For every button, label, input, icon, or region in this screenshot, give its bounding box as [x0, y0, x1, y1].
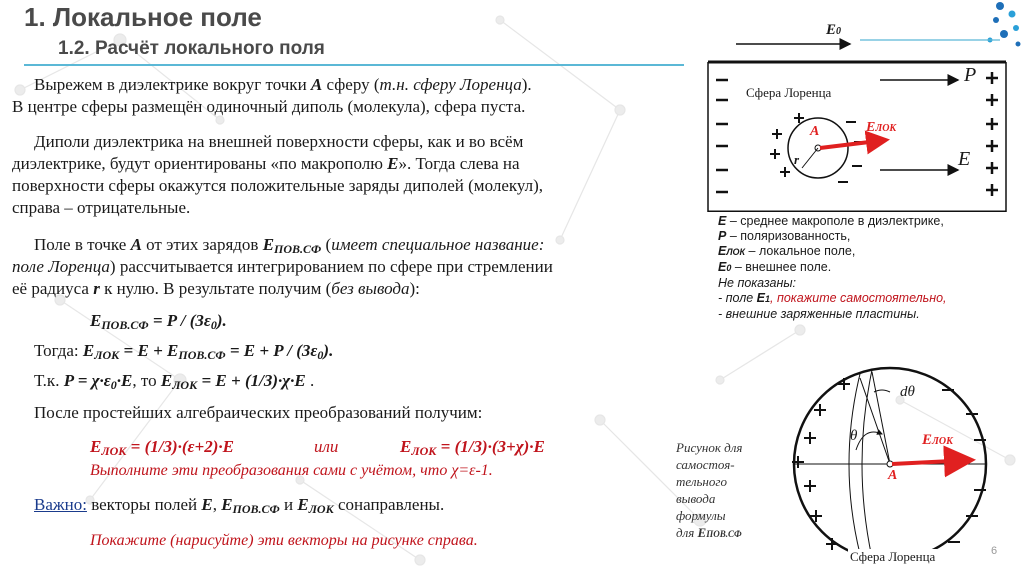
subscript: ЛОК — [308, 502, 334, 516]
subscript: ЛОК — [411, 444, 437, 458]
symbol-e: E — [718, 244, 727, 258]
right-positive-charges — [986, 72, 998, 196]
text-span: ). — [521, 75, 532, 94]
text-span: Т.к. — [34, 371, 64, 390]
text-span: , — [212, 495, 222, 514]
paragraph-2-line-3: поверхности сферы окажутся положительные заряды диполей (молекул), — [12, 176, 544, 195]
formula-final-1 — [90, 436, 234, 462]
text-span: – внешнее поле. — [731, 260, 832, 274]
diagram-dielectric — [700, 22, 1024, 212]
symbol-e: E — [866, 120, 876, 135]
text-span: векторы полей — [86, 495, 202, 514]
formula-final-2 — [400, 436, 545, 462]
text-span: = (1/3)·(ε+2)·E — [126, 437, 234, 456]
subscript: ЛОК — [94, 348, 120, 362]
paragraph-3-line-2 — [12, 256, 553, 278]
subscript: ЛОК — [172, 378, 198, 392]
e0-label — [826, 22, 841, 39]
page-subtitle: 1.2. Расчёт локального поля — [58, 38, 325, 59]
text-span: Поле в точке — [34, 235, 131, 254]
theta-arc — [856, 432, 882, 450]
legend-line-7: - внешние заряженные пластины. — [718, 307, 920, 321]
subscript: 0 — [210, 318, 217, 332]
text-span: имеет специальное название: — [331, 235, 545, 254]
symbol-e: E — [718, 260, 727, 274]
caption-line: тельного — [676, 474, 727, 489]
text-span: и — [279, 495, 298, 514]
symbol-e: E — [221, 495, 233, 514]
legend-line-3 — [718, 244, 947, 260]
paragraph-4: После простейших алгебраических преобразований получим: — [34, 403, 483, 422]
paragraph-2-line-2 — [12, 153, 520, 175]
sphere-label-2: Сфера Лоренца — [850, 549, 936, 564]
caption-line-last — [676, 524, 742, 543]
symbol-e: E — [297, 495, 309, 514]
elok-label-2 — [922, 432, 953, 449]
text-span: сферу ( — [322, 75, 380, 94]
text-span: P = χ·ε — [63, 371, 111, 390]
text-span: ): — [409, 279, 420, 298]
subscript: ЛОК — [875, 123, 897, 134]
diagram-sphere — [778, 362, 998, 572]
dtheta-arc — [874, 390, 890, 392]
text-span: диэлектрике, будут ориентированы «по макрополю — [12, 154, 388, 173]
page-title: 1. Локальное поле — [24, 2, 262, 32]
symbol-e: E — [387, 154, 399, 173]
text-span: её радиуса — [12, 279, 94, 298]
text-span: ) рассчитывается интегрированием по сфере при стремлении — [109, 257, 553, 276]
subscript: 1 — [765, 294, 771, 304]
text-span: Вырежем в диэлектрике вокруг точки — [34, 75, 311, 94]
paragraph-2-line-1: Диполи диэлектрика на внешней поверхности сферы, как и во всём — [34, 132, 524, 151]
text-span: = (1/3)·(3+χ)·E — [436, 437, 545, 456]
formula-elok-1 — [34, 340, 333, 366]
caption-line: формулы — [676, 508, 726, 523]
paragraph-1-line-1 — [34, 74, 532, 96]
subscript: ЛОК — [932, 436, 953, 447]
symbol-e: E — [262, 235, 275, 254]
text-span: ». Тогда слева на — [398, 154, 520, 173]
paragraph-3-line-3 — [12, 278, 420, 300]
text-span: от этих зарядов — [141, 235, 263, 254]
a-label-2: A — [888, 468, 898, 483]
sphere-label-1: Сфера Лоренца — [746, 85, 832, 100]
legend-line-4 — [718, 260, 947, 276]
elok-label-1 — [866, 120, 896, 136]
symbol-e: E — [697, 525, 707, 540]
elok-arrow-2 — [892, 460, 972, 464]
text-span: ·E — [116, 371, 133, 390]
text-span: – поляризованность, — [726, 229, 851, 243]
text-span: = E + P / (3ε — [225, 341, 318, 360]
text-span: сонаправлены. — [333, 495, 445, 514]
theta-label: θ — [850, 428, 858, 444]
important-note — [34, 494, 444, 520]
paragraph-1-line-2: В центре сферы размещён одиночный диполь (молекула), сфера пуста. — [12, 97, 526, 116]
lorentz-field-term: поле Лоренца — [12, 257, 110, 276]
caption-line: самостоя- — [676, 457, 735, 472]
text-span: , покажите самостоятельно, — [770, 291, 947, 305]
text-span: ( — [321, 235, 332, 254]
lorentz-sphere-term: т.н. сферу Лоренца — [379, 75, 522, 94]
symbol-e: E — [201, 495, 213, 514]
subscript: ПОВ.СФ — [232, 502, 280, 516]
text-span: = E + E — [119, 341, 179, 360]
formula-elok-2 — [34, 370, 314, 396]
p-label: P — [964, 64, 977, 86]
symbol-e: E — [826, 22, 837, 38]
symbol-e: E — [82, 341, 95, 360]
text-span: Тогда: — [34, 341, 83, 360]
legend — [718, 214, 947, 322]
symbol-e: E — [90, 311, 102, 330]
paragraph-2-line-4: справа – отрицательные. — [12, 198, 191, 217]
text-span: = P / (3ε — [148, 311, 211, 330]
subscript: 0 — [110, 378, 117, 392]
subscript: 0 — [726, 263, 732, 273]
subscript: ПОВ.СФ — [178, 348, 226, 362]
symbol-e: E — [160, 371, 173, 390]
title-underline — [24, 64, 684, 66]
subscript: ЛОК — [726, 247, 746, 257]
elok-arrow — [820, 140, 886, 148]
symbol-e: E — [922, 432, 933, 448]
text-span: без вывода — [331, 279, 410, 298]
subscript: ПОВ.СФ — [706, 529, 742, 539]
r-label: r — [794, 152, 800, 167]
text-span: ). — [323, 341, 334, 360]
text-span: , то — [132, 371, 161, 390]
point-a: A — [130, 235, 142, 254]
text-span: . — [305, 371, 315, 390]
legend-line-2 — [718, 229, 947, 244]
formula-epovsf — [90, 310, 227, 336]
dtheta-label: dθ — [900, 384, 915, 400]
figure-caption — [676, 439, 742, 543]
text-span: = E + (1/3)·χ·E — [197, 371, 306, 390]
legend-line-5: Не показаны: — [718, 276, 797, 290]
legend-line-6 — [718, 291, 947, 307]
task-1: Выполните эти преобразования сами с учётом, что χ=ε-1. — [90, 462, 493, 479]
subscript: 0 — [317, 348, 324, 362]
subscript: ЛОК — [101, 444, 127, 458]
page-number: 6 — [991, 545, 998, 557]
symbol-e: E — [756, 291, 766, 305]
radius-line — [802, 148, 818, 168]
point-a: A — [310, 75, 323, 94]
text-span: для — [676, 525, 698, 540]
symbol-e: E — [90, 437, 102, 456]
caption-line: вывода — [676, 491, 716, 506]
text-span: к нулю. В результате получим ( — [99, 279, 332, 298]
text-span: - поле — [718, 291, 757, 305]
caption-line: Рисунок для — [676, 440, 743, 455]
symbol-e: E — [400, 437, 412, 456]
subscript: ПОВ.СФ — [274, 242, 322, 256]
text-span: ). — [216, 311, 227, 330]
e-label: E — [958, 148, 971, 170]
a-label-1: A — [810, 124, 820, 139]
text-span: – локальное поле, — [745, 244, 856, 258]
subscript: 0 — [836, 26, 842, 37]
left-negative-charges — [716, 80, 728, 192]
legend-line-1 — [718, 214, 947, 229]
ray-2 — [872, 372, 890, 464]
subscript: ПОВ.СФ — [101, 318, 149, 332]
symbol-p: P — [718, 229, 727, 243]
task-2: Покажите (нарисуйте) эти векторы на рисунке справа. — [90, 532, 478, 549]
important-label: Важно: — [34, 495, 87, 514]
text-span: – среднее макрополе в диэлектрике, — [726, 214, 944, 228]
symbol-r: r — [93, 279, 100, 298]
symbol-e: E — [718, 214, 727, 228]
formula-or: или — [314, 437, 339, 456]
